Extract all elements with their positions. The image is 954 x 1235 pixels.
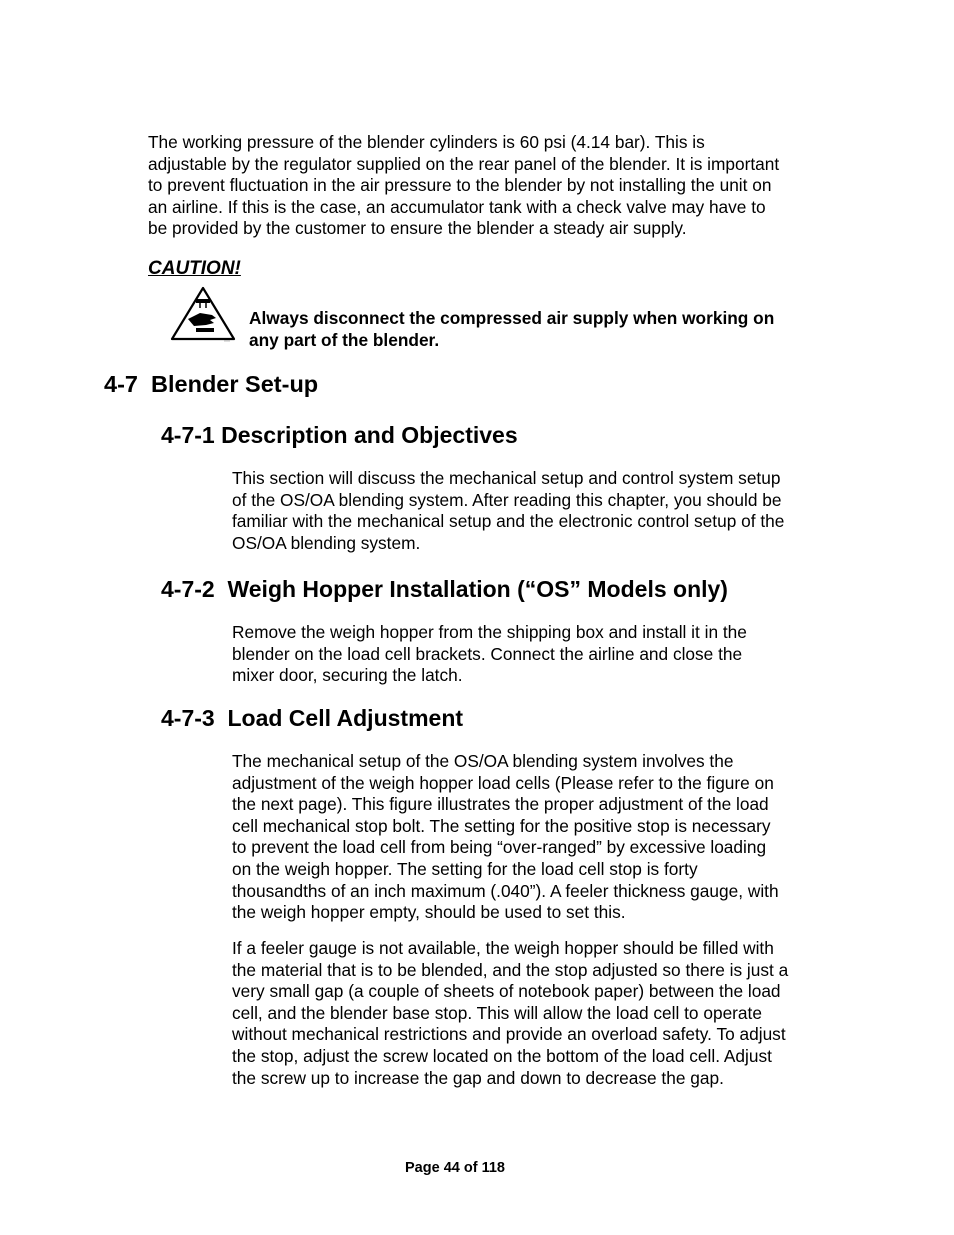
caution-text [249, 308, 849, 351]
paragraph-line: the material that is to be blended, and the stop adjusted so there is just a [232, 959, 789, 980]
page-number-footer [0, 1160, 954, 1176]
paragraph-line: familiar with the mechanical setup and the electronic control setup of the [232, 511, 785, 532]
paragraph-line: the stop, adjust the screw located on the bottom of the load cell. Adjust [232, 1045, 772, 1066]
description-paragraph [232, 468, 842, 554]
section-heading-4-7: 4-7 Blender Set-up [104, 371, 319, 397]
intro-line: The working pressure of the blender cylinders is 60 psi (4.14 bar). This is [148, 132, 705, 152]
caution-line: Always disconnect the compressed air supply when working on [249, 308, 775, 328]
paragraph-line: very small gap (a couple of sheets of notebook paper) between the load [232, 981, 781, 1002]
section-heading-4-7-1: 4-7-1 Description and Objectives [161, 422, 518, 448]
paragraph-line: blender on the load cell brackets. Connect the airline and close the [232, 643, 743, 664]
section-heading-4-7-3: 4-7-3 Load Cell Adjustment [161, 705, 464, 731]
caution-heading: CAUTION! [148, 258, 241, 279]
paragraph-line: to prevent the load cell from being “over-ranged” by excessive loading [232, 837, 767, 858]
paragraph-line: If a feeler gauge is not available, the weigh hopper should be filled with [232, 938, 774, 958]
paragraph-line: adjustment of the weigh hopper load cells (Please refer to the figure on [232, 772, 774, 793]
paragraph-line: This section will discuss the mechanical setup and control system setup [232, 468, 781, 488]
caution-line: any part of the blender. [249, 329, 440, 350]
paragraph-line: cell, and the blender base stop. This will allow the load cell to operate [232, 1002, 762, 1023]
intro-paragraph [148, 132, 848, 240]
paragraph-line: mixer door, securing the latch. [232, 665, 463, 686]
installation-paragraph [232, 622, 842, 687]
intro-line: an airline. If this is the case, an accumulator tank with a check valve may have to [148, 196, 766, 217]
paragraph-line: cell mechanical stop bolt. The setting for the positive stop is necessary [232, 815, 771, 836]
paragraph-line: OS/OA blending system. [232, 532, 421, 553]
intro-line: be provided by the customer to ensure the blender a steady air supply. [148, 218, 687, 239]
paragraph-line: thousandths of an inch maximum (.040”). A feeler thickness gauge, with [232, 880, 779, 901]
hand-crush-warning-icon [170, 285, 236, 343]
paragraph-line: The mechanical setup of the OS/OA blending system involves the [232, 751, 734, 771]
intro-line: adjustable by the regulator supplied on the rear panel of the blender. It is important [148, 153, 780, 174]
page-number: Page 44 of 118 [405, 1160, 505, 1176]
paragraph-line: the screw up to increase the gap and down to decrease the gap. [232, 1067, 724, 1088]
load-cell-paragraph-1 [232, 751, 842, 924]
paragraph-line: of the OS/OA blending system. After reading this chapter, you should be [232, 489, 782, 510]
paragraph-line: the weigh hopper empty, should be used to set this. [232, 902, 626, 923]
intro-line: to prevent fluctuation in the air pressure to the blender by not installing the unit on [148, 175, 772, 196]
paragraph-line: Remove the weigh hopper from the shipping box and install it in the [232, 622, 747, 642]
paragraph-line: without mechanical restrictions and provide an overload safety. To adjust [232, 1024, 786, 1045]
load-cell-paragraph-2 [232, 938, 842, 1089]
paragraph-line: on the weigh hopper. The setting for the load cell stop is forty [232, 858, 698, 879]
section-heading-4-7-2: 4-7-2 Weigh Hopper Installation (“OS” Models only) [161, 576, 728, 602]
paragraph-line: the next page). This figure illustrates the proper adjustment of the load [232, 794, 769, 815]
